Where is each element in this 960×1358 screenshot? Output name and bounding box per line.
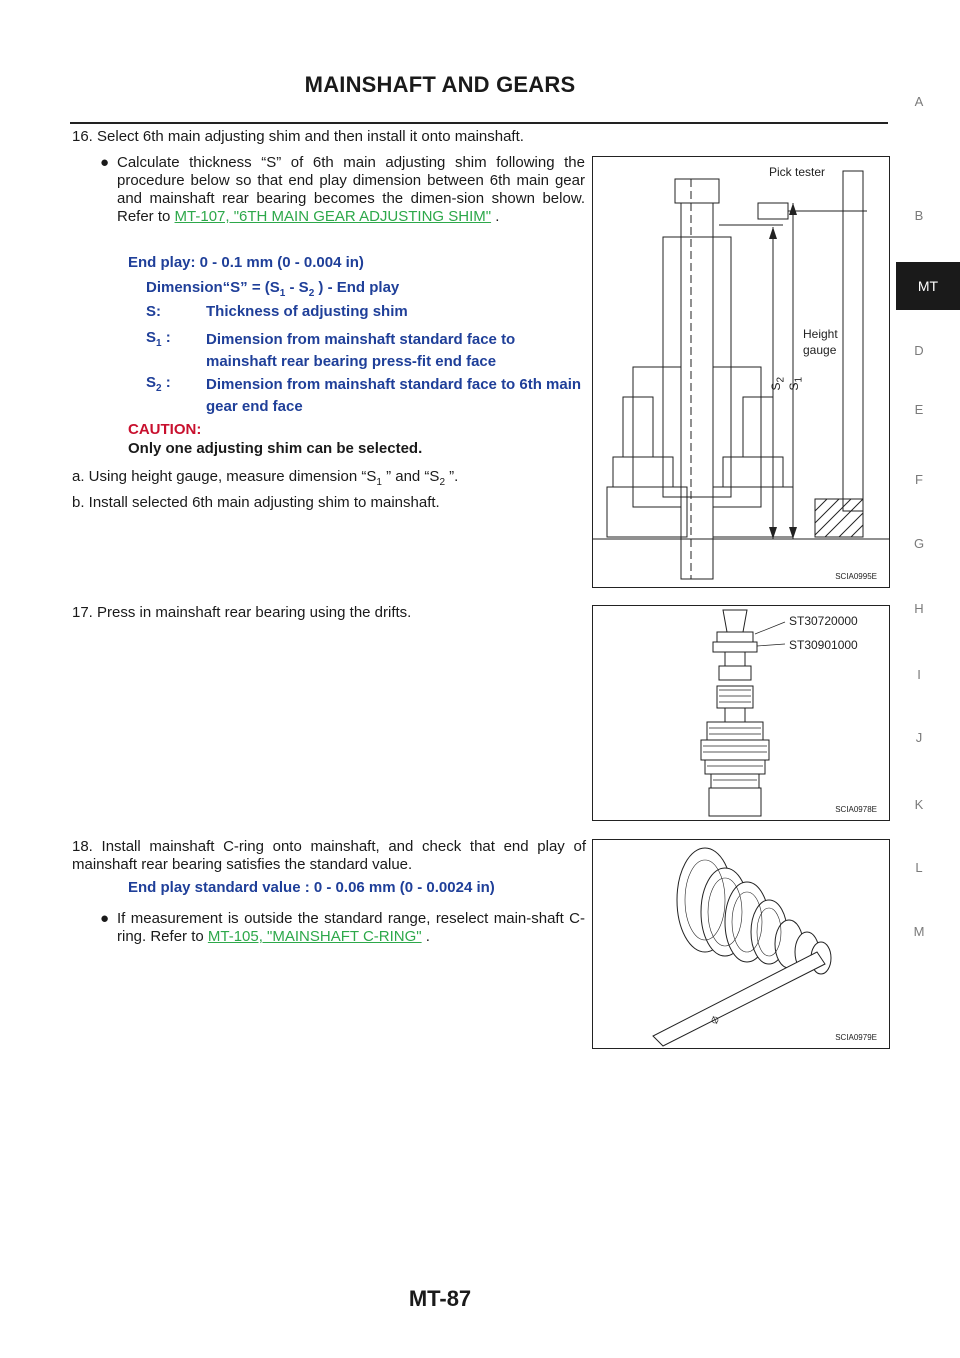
bullet-dot: ● — [100, 154, 110, 171]
bullet-dot: ● — [100, 910, 110, 927]
def-s2-label: $S_2$ : — [146, 374, 171, 394]
step-18-text: 18. Install mainshaft C-ring onto mainshaft, and check that end play of mainshaft rear bearing satisfies the standard value. — [72, 838, 586, 873]
figure-code: SCIA0979E — [835, 1033, 877, 1042]
figure-code: SCIA0978E — [835, 805, 877, 814]
sub-step-a: a. Using height gauge, measure dimension “$S_1$ ” and “$S_2$ ”. — [72, 468, 459, 488]
side-tab-m[interactable]: M — [913, 924, 925, 939]
caution-text: Only one adjusting shim can be selected. — [128, 440, 423, 457]
sub-step-b: b. Install selected 6th main adjusting shim to mainshaft. — [72, 494, 440, 511]
dimension-formula: Dimension“S” = ($S_1 - S_2$ ) - End play — [146, 279, 400, 299]
side-tab-a[interactable]: A — [914, 94, 924, 109]
figure-code: SCIA0995E — [835, 572, 877, 581]
label-s2: $S_2$ — [769, 376, 787, 391]
step-16-bullet: Calculate thickness “S” of 6th main adjusting shim following the procedure below so that end play dimension between 6th main gear and mainshaft rear bearing becomes the dimen-sion shown below. Refer to MT-107, "6TH MAIN GEAR ADJUSTING SHIM" . — [117, 154, 585, 225]
side-tab-i[interactable]: I — [917, 667, 921, 682]
label-height: Height — [803, 327, 838, 341]
label-pick-tester: Pick tester — [769, 165, 826, 179]
end-play-standard: End play standard value : 0 - 0.06 mm (0 - 0.0024 in) — [128, 879, 495, 896]
side-tab-j[interactable]: J — [915, 730, 923, 745]
label-st30901000: ST30901000 — [789, 638, 858, 652]
side-tab-h[interactable]: H — [914, 601, 924, 616]
side-tab-l[interactable]: L — [915, 860, 923, 875]
label-gauge: gauge — [803, 343, 837, 357]
step-16-text: 16. Select 6th main adjusting shim and then install it onto mainshaft. — [72, 128, 524, 145]
side-tab-e[interactable]: E — [914, 402, 924, 417]
side-tab-k[interactable]: K — [914, 797, 924, 812]
def-s1-text: Dimension from mainshaft standard face to mainshaft rear bearing press-fit end face — [206, 331, 516, 370]
side-tab-d[interactable]: D — [914, 343, 924, 358]
def-s2-text: Dimension from mainshaft standard face to 6th main gear end face — [206, 376, 582, 415]
page-number: MT-87 — [408, 1286, 472, 1311]
height-gauge-illustration — [593, 157, 889, 587]
label-s1: $S_1$ — [787, 376, 805, 391]
def-s1-label: $S_1$ : — [146, 329, 171, 349]
side-tab-g[interactable]: G — [913, 536, 925, 551]
side-tab-f[interactable]: F — [915, 472, 923, 487]
side-tab-b[interactable]: B — [914, 208, 924, 223]
figure-c-ring-check — [592, 839, 890, 1049]
page-title: MAINSHAFT AND GEARS — [304, 72, 576, 97]
link-mainshaft-c-ring[interactable]: MT-105, "MAINSHAFT C-RING" — [207, 928, 422, 945]
def-s-label: S: — [146, 303, 161, 320]
label-st30720000: ST30720000 — [789, 614, 858, 628]
figure-drifts — [592, 605, 890, 821]
header-rule — [70, 122, 888, 124]
link-6th-main-gear-adjusting-shim[interactable]: MT-107, "6TH MAIN GEAR ADJUSTING SHIM" — [174, 208, 492, 225]
step-18-bullet: If measurement is outside the standard range, reselect main-shaft C-ring. Refer to MT-105, "MAINSHAFT C-RING" . — [117, 910, 585, 945]
end-play-spec: End play: 0 - 0.1 mm (0 - 0.004 in) — [128, 254, 364, 271]
step-17-text: 17. Press in mainshaft rear bearing using the drifts. — [72, 604, 412, 621]
figure-height-gauge — [592, 156, 890, 588]
def-s-text: Thickness of adjusting shim — [206, 303, 408, 320]
side-tab-mt-active[interactable]: MT — [896, 262, 960, 310]
caution-title: CAUTION: — [128, 421, 202, 438]
c-ring-illustration — [593, 840, 889, 1048]
